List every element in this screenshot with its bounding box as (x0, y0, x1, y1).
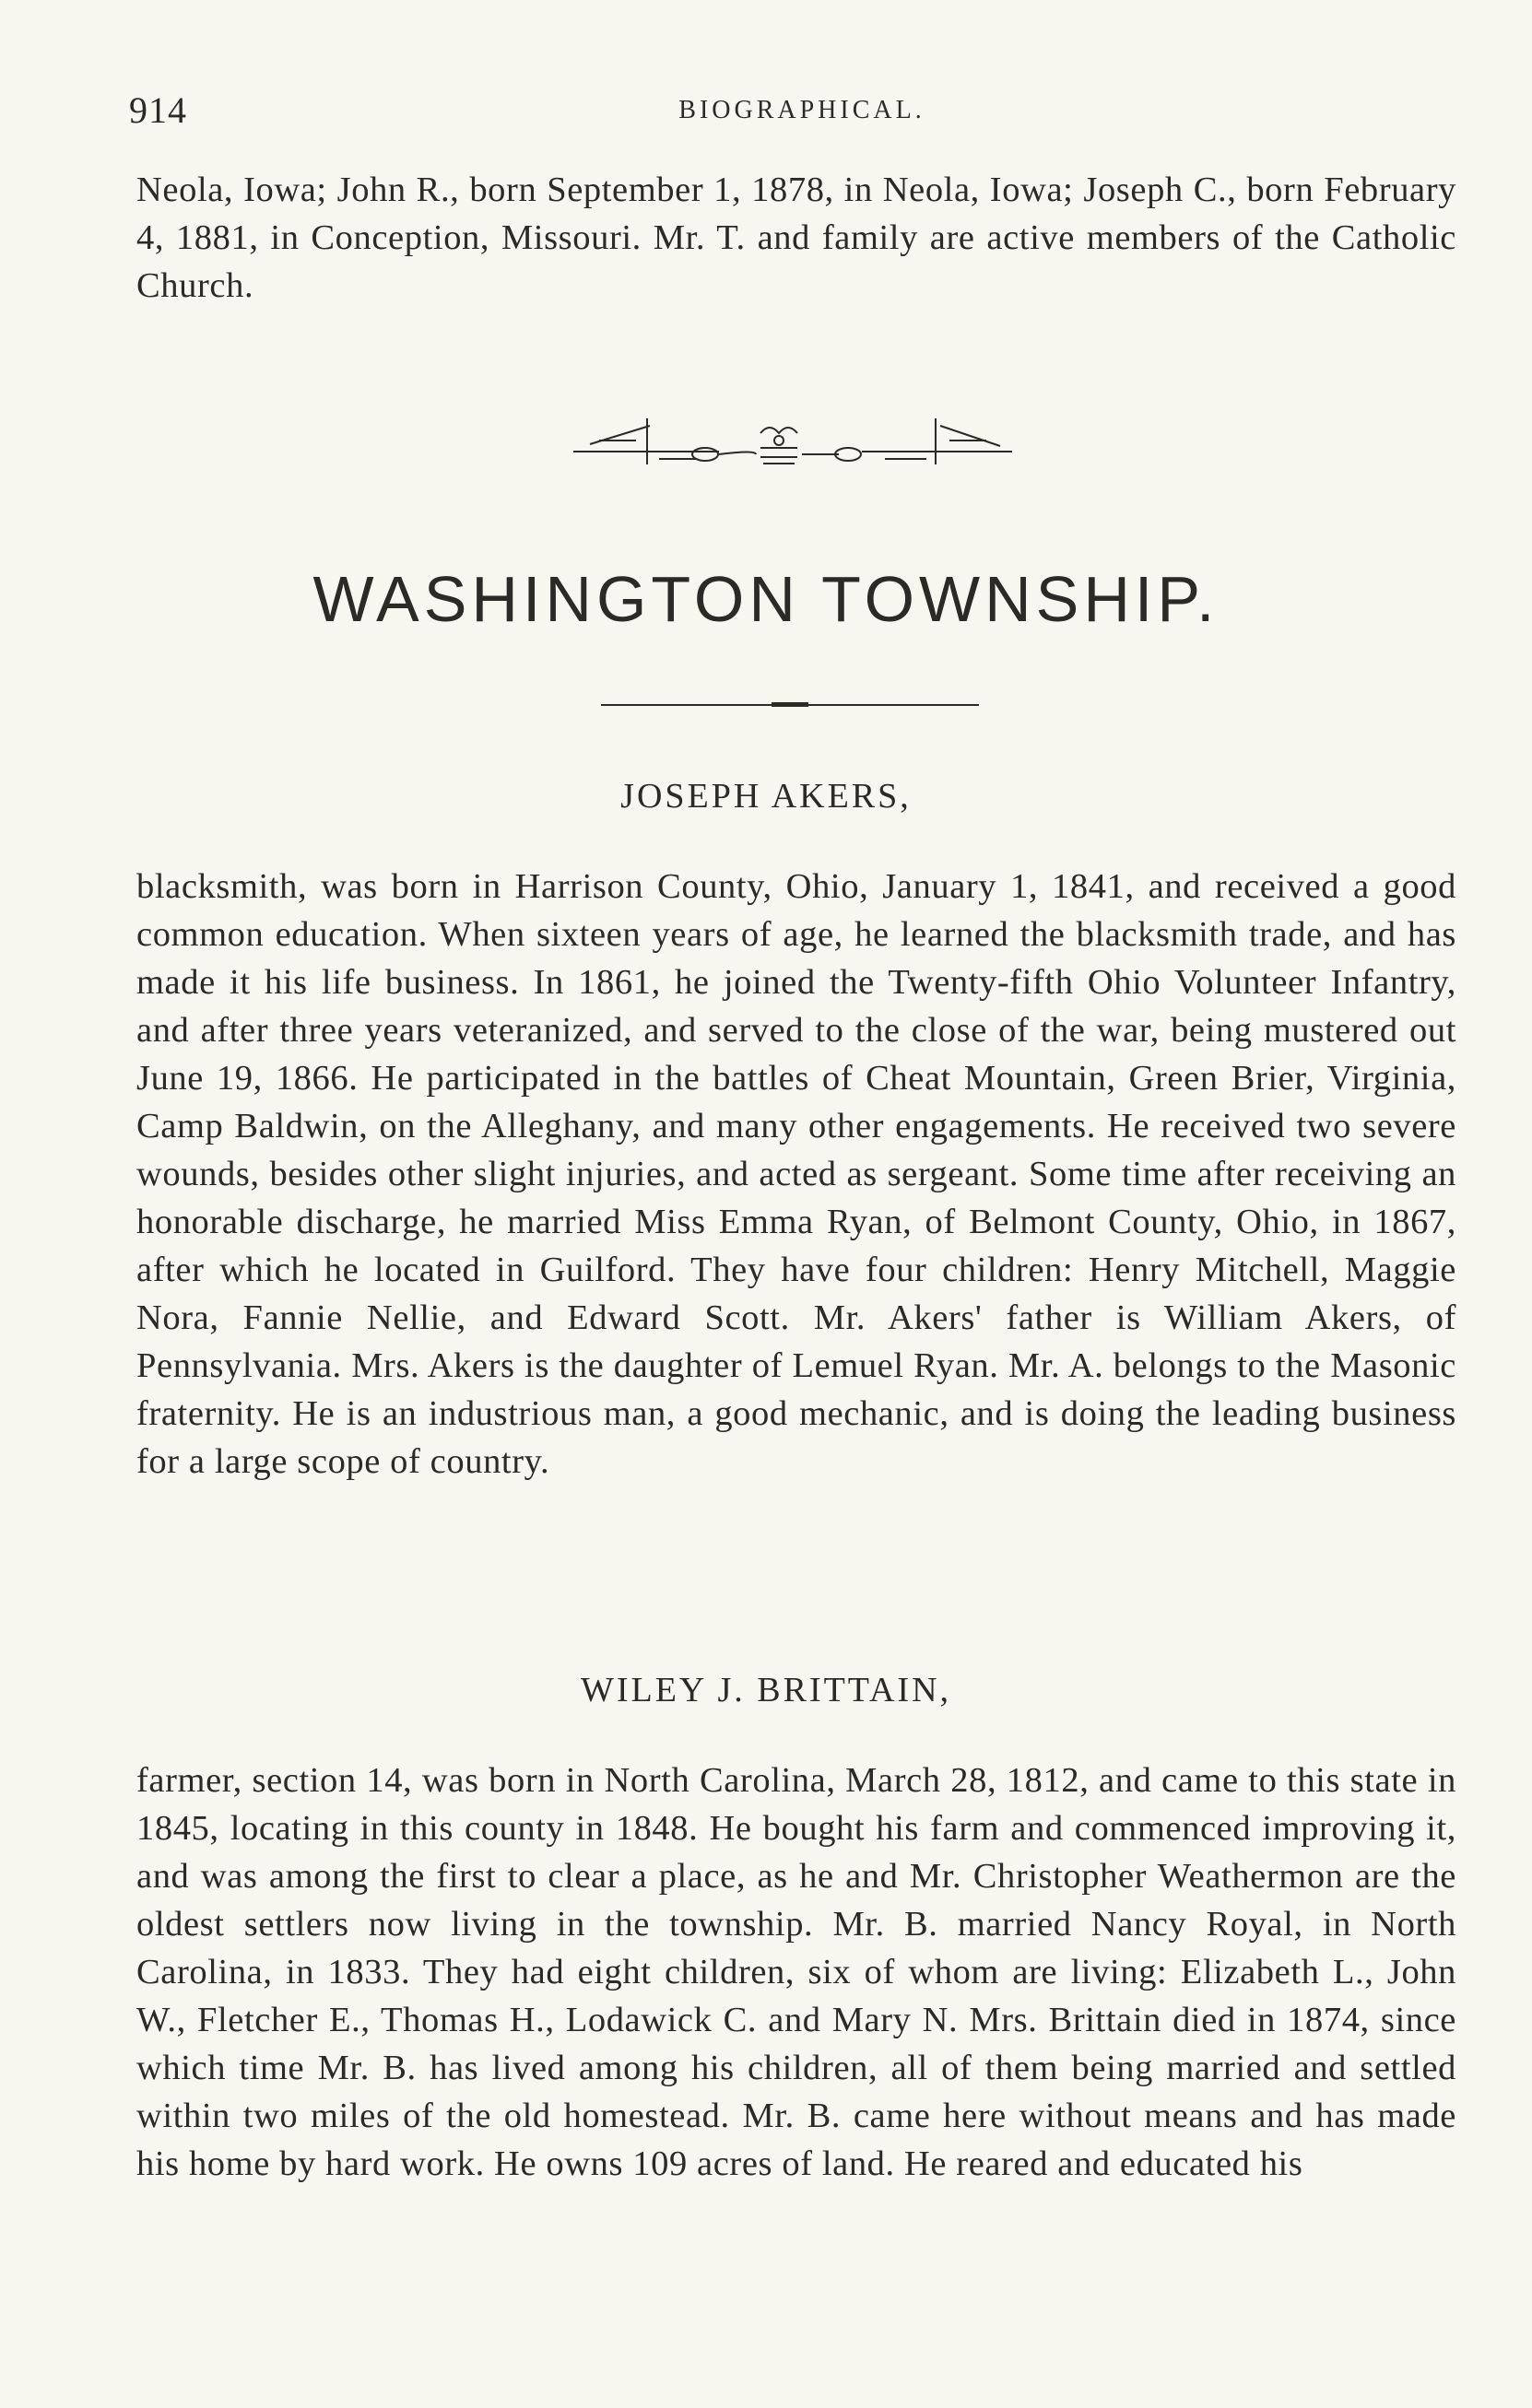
entry-heading-akers: JOSEPH AKERS, (620, 777, 912, 816)
page-number: 914 (129, 89, 187, 131)
entry-heading-brittain: WILEY J. BRITTAIN, (580, 1671, 952, 1709)
entry-text-akers: blacksmith, was born in Harrison County, Ohio, January 1, 1841, and received a good common education. When sixteen years of age, he learned the blacksmith trade, and has made it his life business. In 1861, he joined the Twenty-fifth Ohio Volunteer Infantry, and after three years veteranized, and served to the close of the war, being mustered out June 19, 1866. He participated in the battles of Cheat Mountain, Green Brier, Virginia, Camp Baldwin, on the Alleghany, and many other engagements. He received two severe wounds, besides other slight injuries, and acted as sergeant. Some time after receiving an honorable discharge, he married Miss Emma Ryan, of Belmont County, Ohio, in 1867, after which he located in Guilford. They have four children: Henry Mitchell, Maggie Nora, Fannie Nellie, and Edward Scott. Mr. Akers' father is William Akers, of Pennsylvania. Mrs. Akers is the daughter of Lemuel Ryan. Mr. A. belongs to the Masonic fraternity. He is an industrious man, a good mechanic, and is doing the leading business for a large scope of country. (136, 867, 1456, 1481)
section-rule (601, 704, 979, 706)
page-header (129, 88, 1456, 144)
entry-text-brittain: farmer, section 14, was born in North Carolina, March 28, 1812, and came to this state in 1845, locating in this county in 1848. He bought his farm and commenced improving it, and was among the first to clear a place, as he and Mr. Christopher Weathermon are the oldest settlers now living in the township. Mr. B. married Nancy Royal, in North Carolina, in 1833. They had eight children, six of whom are living: Elizabeth L., John W., Fletcher E., Thomas H., Lodawick C. and Mary N. Mrs. Brittain died in 1874, since which time Mr. B. has lived among his children, all of them being married and settled within two miles of the old homestead. Mr. B. came here without means and has made his home by hard work. He owns 109 acres of land. He reared and educated his (136, 1761, 1456, 2183)
intro-paragraph: Neola, Iowa; John R., born September 1, 1878, in Neola, Iowa; Joseph C., born February 4, 1881, in Conception, Missouri. Mr. T. and family are active members of the Catholic Church. (136, 170, 1456, 305)
ornament-divider-icon (572, 413, 1014, 487)
running-head: BIOGRAPHICAL. (678, 96, 925, 124)
section-title: WASHINGTON TOWNSHIP. (312, 563, 1220, 635)
